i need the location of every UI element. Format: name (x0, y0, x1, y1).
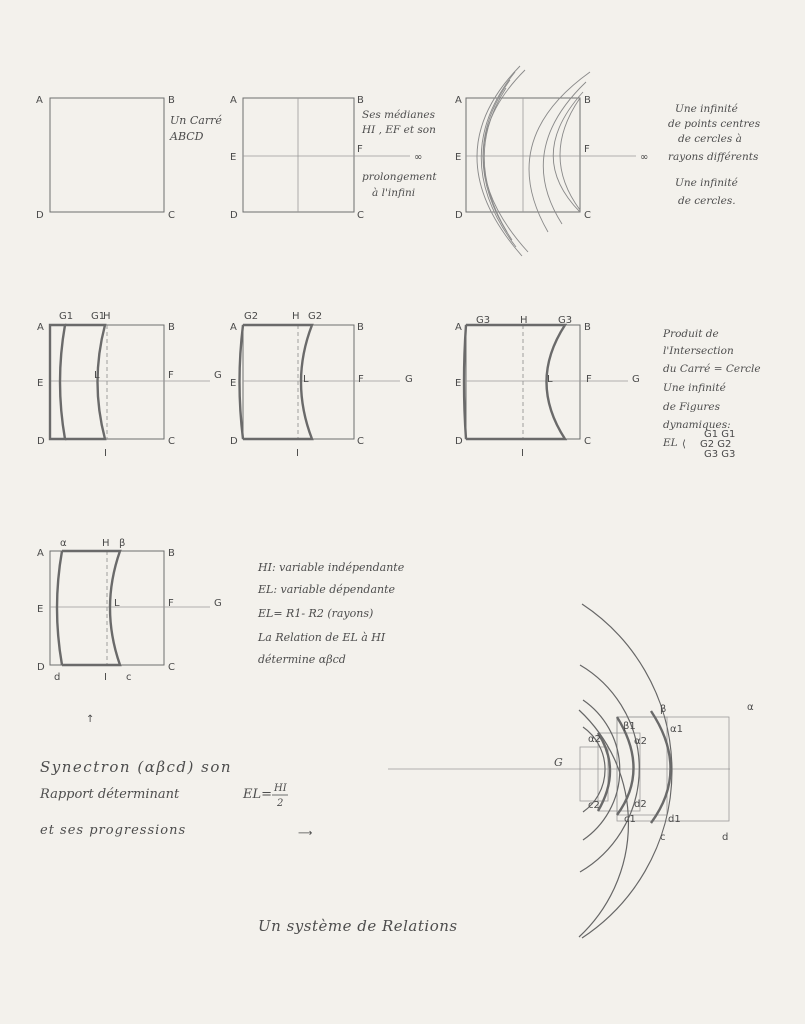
svg-text:HI: HI (274, 783, 287, 794)
svg-text:H: H (102, 538, 110, 549)
dynamic-figure-g2 (230, 311, 413, 459)
figure-synectron (37, 538, 222, 725)
svg-text:du Carré = Cercle: du Carré = Cercle (663, 363, 761, 375)
svg-text:A: A (37, 548, 44, 559)
figure-square-circles (455, 66, 761, 256)
svg-text:F: F (168, 370, 174, 381)
svg-text:G2: G2 (308, 311, 323, 322)
svg-text:Une infinité: Une infinité (663, 382, 726, 394)
svg-text:C: C (168, 662, 175, 673)
square-outline (50, 98, 164, 212)
svg-text:c1: c1 (624, 814, 636, 825)
svg-text:I: I (296, 448, 299, 459)
svg-text:F: F (586, 374, 592, 385)
svg-text:H: H (520, 315, 528, 326)
note-un-carre: Un Carré (170, 114, 222, 127)
svg-text:G1 G1: G1 G1 (704, 429, 736, 440)
svg-text:H: H (292, 311, 300, 322)
svg-text:EL: EL (663, 437, 678, 449)
label-g: G (554, 756, 563, 769)
svg-text:L: L (114, 598, 120, 609)
note-a-linfini: à l'infini (372, 187, 416, 199)
svg-text:d1: d1 (668, 814, 681, 825)
svg-text:EL=: EL= (243, 787, 273, 802)
infinity-symbol: ∞ (640, 152, 649, 163)
svg-text:F: F (358, 374, 364, 385)
svg-text:l'Intersection: l'Intersection (663, 345, 734, 357)
svg-text:A: A (230, 322, 237, 333)
svg-text:α2: α2 (634, 736, 647, 747)
infinity-symbol: ∞ (414, 152, 423, 163)
svg-text:EL= R1- R2 (rayons): EL= R1- R2 (rayons) (258, 607, 374, 620)
corner-label-a: A (455, 95, 462, 106)
note-medianes: Ses médianes (362, 109, 436, 121)
svg-text:E: E (37, 604, 44, 615)
svg-text:E: E (455, 378, 462, 389)
svg-text:G2 G2: G2 G2 (700, 439, 732, 450)
svg-text:β: β (119, 538, 126, 549)
svg-text:I: I (521, 448, 524, 459)
svg-text:détermine αβcd: détermine αβcd (258, 653, 346, 666)
svg-text:Synectron (αβcd) son: Synectron (αβcd) son (40, 758, 233, 776)
svg-text:I: I (104, 672, 107, 683)
corner-label-b: B (168, 95, 175, 106)
svg-text:C: C (357, 436, 364, 447)
svg-text:G1: G1 (59, 311, 74, 322)
note-abcd: ABCD (170, 130, 204, 143)
svg-text:c2: c2 (588, 800, 600, 811)
svg-text:d2: d2 (634, 799, 647, 810)
synectron-text (39, 758, 312, 839)
svg-text:HI: variable indépendante: HI: variable indépendante (258, 561, 405, 574)
note-circles (668, 103, 761, 207)
svg-text:L: L (303, 374, 309, 385)
svg-text:B: B (357, 322, 364, 333)
svg-text:rayons différents: rayons différents (668, 151, 759, 163)
svg-text:α2: α2 (588, 734, 601, 745)
note-dynamic-figures (662, 328, 761, 460)
svg-text:D: D (455, 436, 463, 447)
svg-text:d: d (54, 672, 61, 683)
corner-label-a: A (36, 95, 43, 106)
svg-text:EL: variable dépendante: EL: variable dépendante (258, 583, 396, 596)
svg-text:B: B (168, 322, 175, 333)
svg-text:Une infinité: Une infinité (675, 103, 738, 115)
svg-text:F: F (168, 598, 174, 609)
svg-text:B: B (168, 548, 175, 559)
mid-label-f: F (357, 144, 363, 155)
svg-text:La Relation de EL à HI: La Relation de EL à HI (258, 631, 386, 644)
svg-text:de cercles à: de cercles à (678, 133, 742, 145)
svg-text:G3 G3: G3 G3 (704, 449, 736, 460)
corner-label-b: B (357, 95, 364, 106)
svg-text:G3: G3 (558, 315, 573, 326)
svg-text:Rapport déterminant: Rapport déterminant (40, 787, 180, 802)
svg-text:G: G (214, 598, 222, 609)
mid-label-e: E (230, 152, 237, 163)
svg-text:Produit de: Produit de (663, 328, 719, 340)
corner-label-c: C (584, 210, 591, 221)
svg-text:et ses progressions: et ses progressions (40, 823, 187, 838)
svg-text:de cercles.: de cercles. (678, 195, 736, 207)
svg-text:H: H (103, 311, 111, 322)
corner-label-a: A (230, 95, 237, 106)
dynamic-figure-g3 (455, 315, 640, 459)
svg-text:C: C (168, 436, 175, 447)
svg-text:A: A (37, 322, 44, 333)
svg-text:D: D (37, 436, 45, 447)
figure-square-abcd (36, 95, 222, 221)
svg-text:E: E (37, 378, 44, 389)
page-caption: Un système de Relations (258, 917, 458, 935)
svg-text:α1: α1 (670, 724, 683, 735)
mid-label-f: F (584, 144, 590, 155)
svg-text:C: C (584, 436, 591, 447)
corner-label-d: D (455, 210, 463, 221)
svg-text:G: G (214, 370, 222, 381)
svg-text:dynamiques:: dynamiques: (663, 419, 731, 431)
svg-text:I: I (104, 448, 107, 459)
note-prolongement: prolongement (362, 171, 437, 183)
corner-label-c: C (168, 210, 175, 221)
definitions-block (257, 561, 405, 666)
corner-label-d: D (36, 210, 44, 221)
svg-text:D: D (230, 436, 238, 447)
svg-text:G2: G2 (244, 311, 259, 322)
corner-label-c: C (357, 210, 364, 221)
svg-text:de points centres: de points centres (668, 118, 761, 130)
svg-text:A: A (455, 322, 462, 333)
mid-label-e: E (455, 152, 462, 163)
square-outline (243, 98, 354, 212)
svg-text:L: L (94, 370, 100, 381)
svg-text:c: c (660, 832, 666, 843)
svg-text:β: β (660, 704, 667, 715)
svg-text:de Figures: de Figures (663, 401, 721, 413)
figure-concentric-arcs (388, 604, 754, 938)
svg-text:G1: G1 (91, 311, 106, 322)
svg-text:L: L (547, 374, 553, 385)
right-arrow-icon: ⟶ (298, 828, 313, 839)
up-arrow-icon: ↑ (86, 714, 95, 725)
svg-text:G: G (405, 374, 413, 385)
svg-text:β1: β1 (623, 721, 636, 732)
svg-text:α: α (60, 538, 67, 549)
figure-square-medians (230, 95, 437, 221)
svg-text:Une infinité: Une infinité (675, 177, 738, 189)
note-hi-ef: HI , EF et son (362, 124, 436, 136)
svg-text:G3: G3 (476, 315, 491, 326)
svg-text:c: c (126, 672, 132, 683)
svg-text:B: B (584, 322, 591, 333)
corner-label-b: B (584, 95, 591, 106)
svg-text:D: D (37, 662, 45, 673)
dynamic-figure-g1 (37, 311, 222, 459)
svg-text:d: d (722, 832, 729, 843)
svg-text:E: E (230, 378, 237, 389)
svg-text:G: G (632, 374, 640, 385)
svg-text:⟨: ⟨ (682, 439, 686, 450)
svg-text:2: 2 (277, 798, 284, 809)
corner-label-d: D (230, 210, 238, 221)
svg-text:α: α (747, 702, 754, 713)
